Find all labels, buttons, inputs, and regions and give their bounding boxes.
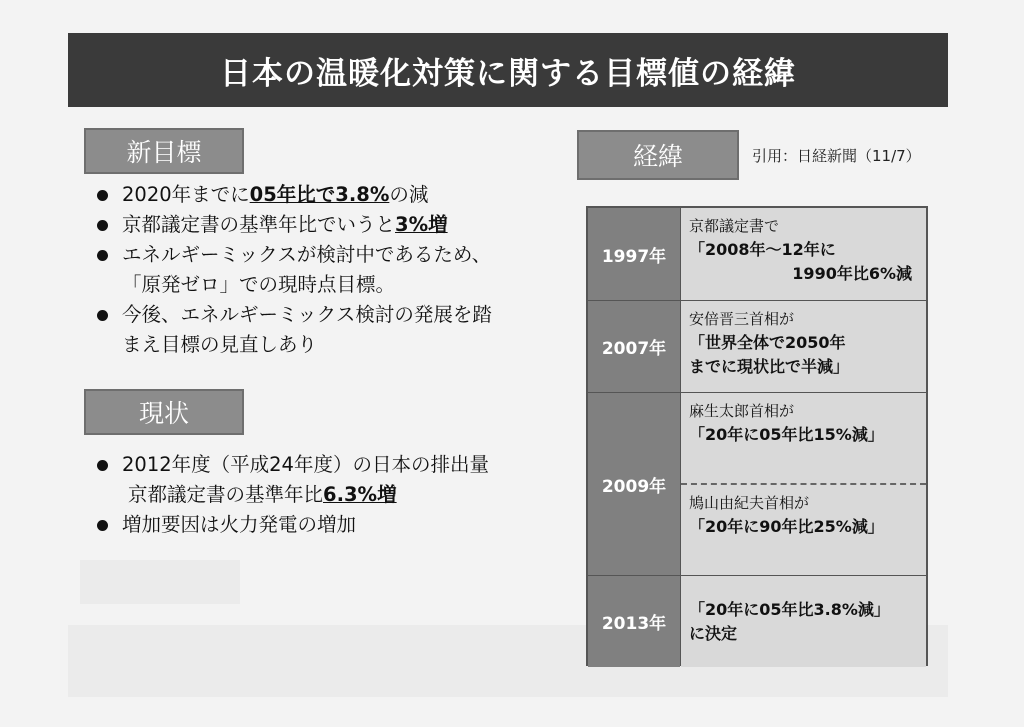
citation: 引用：日経新聞（11/7） [752, 147, 921, 165]
status-list [94, 450, 489, 540]
list-item-continued: まえ目標の見直しあり [122, 333, 318, 356]
event-cell [681, 393, 926, 575]
year-cell: 2009年 [588, 393, 680, 575]
list-item: エネルギーミックスが検討中であるため、 [94, 240, 492, 270]
faint-bleed-through [80, 560, 240, 604]
list-item-continued: 京都議定書の基準年比6.3%増 [128, 483, 397, 506]
new-goal-label: 新目標 [84, 128, 244, 174]
event-part: 鳩山由紀夫首相が 「20年に90年比25%減」 [681, 483, 926, 575]
list-item: 2012年度（平成24年度）の日本の排出量 [94, 450, 489, 480]
year-cell: 1997年 [588, 208, 680, 300]
list-item: 京都議定書の基準年比でいうと3%増 [94, 210, 492, 240]
year-cell: 2013年 [588, 576, 680, 667]
list-item: 今後、エネルギーミックス検討の発展を踏 [94, 300, 492, 330]
list-item: 2020年までに05年比で3.8%の減 [94, 180, 492, 210]
year-cell: 2007年 [588, 301, 680, 392]
event-cell: 「20年に05年比3.8%減」 に決定 [681, 576, 926, 667]
list-item: 増加要因は火力発電の増加 [94, 510, 489, 540]
status-label: 現状 [84, 389, 244, 435]
history-table [586, 206, 928, 666]
history-label: 経緯 [577, 130, 739, 180]
page-title: 日本の温暖化対策に関する目標値の経緯 [68, 33, 948, 107]
event-cell: 京都議定書で 「2008年～12年に 1990年比6%減 [681, 208, 926, 300]
new-goal-list [94, 180, 492, 360]
list-item-continued: 「原発ゼロ」での現時点目標。 [122, 273, 396, 296]
event-part: 麻生太郎首相が 「20年に05年比15%減」 [689, 402, 884, 444]
event-cell: 安倍晋三首相が 「世界全体で2050年 までに現状比で半減」 [681, 301, 926, 392]
